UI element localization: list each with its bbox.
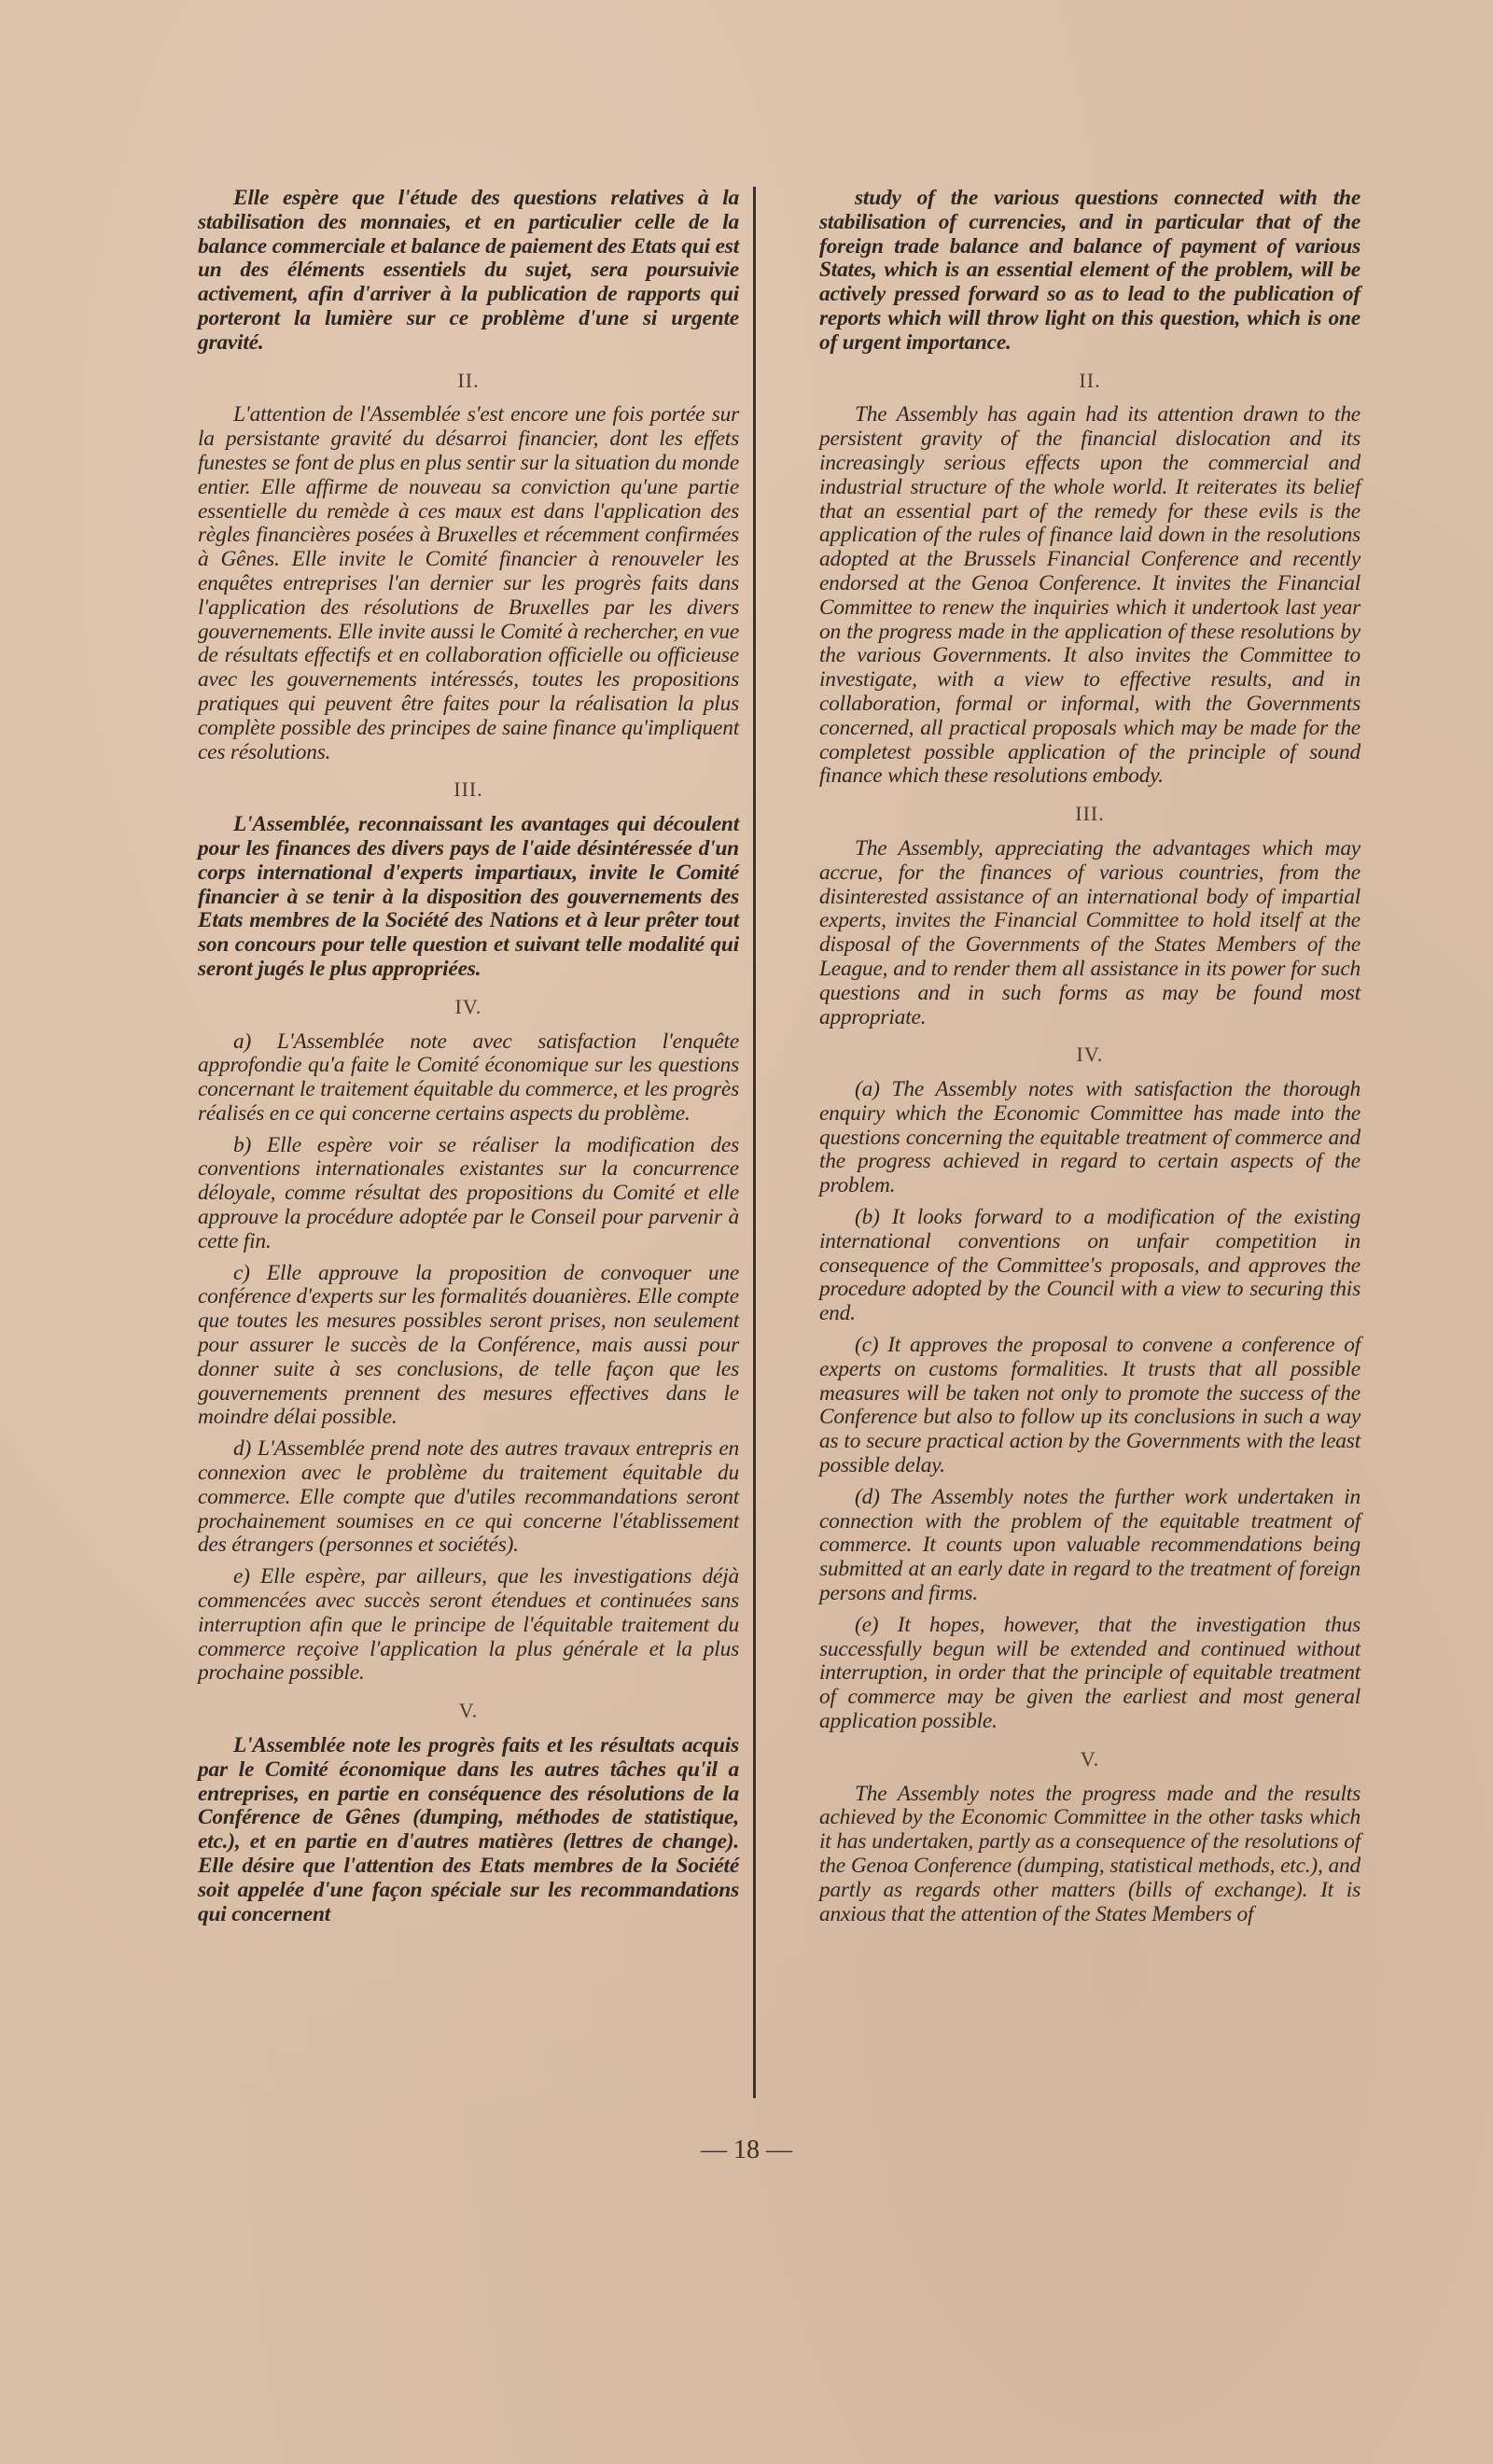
paragraph: a) L'Assemblée note avec satisfaction l'enquête approfondie qu'a faite le Comité économique sur les questions concernant le traitement équitable du commerce, et les progrès réalisés en ce qui concerne certains aspects du problème. [198, 1029, 739, 1126]
section-heading: II. [1079, 368, 1101, 392]
paragraph: (c) It approves the proposal to convene a conference of experts on customs formalities. It trusts that all possible measures will be taken not only to promote the success of the Conference but also to follow up its conclusions in such a way as to secure practical action by the Governments with the least possible delay. [819, 1333, 1360, 1478]
paragraph: The Assembly notes the progress made and the results achieved by the Economic Committee in the other tasks which it has undertaken, partly as a consequence of the resolutions of the Genoa Conference (dumping, statistical methods, etc.), and partly as regards other matters (bills of exchange). It is anxious that the attention of the States Members of [819, 1781, 1360, 1926]
paragraph: (a) The Assembly notes with satisfaction the thorough enquiry which the Economic Committee has made into the questions concerning the equitable treatment of commerce and the progress achieved in regard to certain aspects of the problem. [819, 1077, 1360, 1198]
english-column [819, 187, 1360, 1926]
section-heading: II. [457, 368, 480, 392]
section-heading: IV. [454, 994, 482, 1018]
paragraph: (b) It looks forward to a modification of the existing international conventions on unfair competition in consequence of the Committee's proposals, and approves the procedure adopted by the Council with a view to securing this end. [819, 1205, 1360, 1326]
section-heading: V. [1080, 1746, 1100, 1771]
paragraph: The Assembly, appreciating the advantages which may accrue, for the finances of various countries, from the disinterested assistance of an international body of impartial experts, invites the Financial Committee to hold itself at the disposal of the Governments of the States Members of the League, and to render them all assistance in its power for such questions and in such forms as may be found most appropriate. [819, 835, 1360, 1029]
paragraph: The Assembly has again had its attention drawn to the persistent gravity of the financial dislocation and its increasingly serious effects upon the commercial and industrial structure of the whole world. It reiterates its belief that an essential part of the remedy for these evils is the application of the rules of finance laid down in the resolutions adopted at the Brussels Financial Conference and recently endorsed at the Genoa Conference. It invites the Financial Committee to renew the inquiries which it undertook last year on the progress made in the application of these resolutions by the various Governments. It also invites the Committee to investigate, with a view to effective results, and in collaboration, formal or informal, with the Governments concerned, all practical proposals which may be made for the completest possible application of the principle of sound finance which these resolutions embody. [819, 402, 1360, 789]
section-intro [198, 187, 739, 356]
paragraph: b) Elle espère voir se réaliser la modification des conventions internationales existantes sur la concurrence déloyale, comme résultat des propositions du Comité et elle approuve la procédure adoptée par le Conseil pour parvenir à cette fin. [198, 1132, 739, 1253]
section-heading: III. [453, 777, 483, 802]
section-heading: IV. [1076, 1043, 1104, 1067]
paragraph: e) Elle espère, par ailleurs, que les investigations déjà commencées avec succès seront étendues et continuées sans interruption afin que le principe de l'équitable traitement du commerce reçoive l'application la plus générale et la plus prochaine possible. [198, 1564, 739, 1686]
paragraph: L'attention de l'Assemblée s'est encore une fois portée sur la persistante gravité du désarroi financier, dont les effets funestes se font de plus en plus sentir sur la situation du monde entier. Elle affirme de nouveau sa conviction qu'une partie essentielle du remède à ces maux est dans l'application des règles financières posées à Bruxelles et récemment confirmées à Gênes. Elle invite le Comité financier à renouveler les enquêtes entreprises l'an dernier sur les progrès faits dans l'application des résolutions de Bruxelles par les divers gouvernements. Elle invite aussi le Comité à rechercher, en vue de résultats effectifs et en collaboration officielle ou officieuse avec les gouvernements intéressés, toutes les propositions pratiques qui peuvent être faites pour la réalisation la plus complète possible des principes de saine finance qu'impliquent ces résolutions. [198, 402, 739, 764]
french-column [198, 187, 739, 1926]
paragraph: c) Elle approuve la proposition de convoquer une conférence d'experts sur les formalités douanières. Elle compte que toutes les mesures possibles seront prises, non seulement pour assurer le succès de la Conférence, mais aussi pour donner suite à ses conclusions, de telle façon que les gouvernements prennent des mesures effectives dans le moindre délai possible. [198, 1260, 739, 1430]
section-heading: V. [458, 1699, 479, 1723]
section-v [198, 1734, 739, 1926]
paragraph: L'Assemblée, reconnaissant les avantages qui découlent pour les finances des divers pays de l'aide désintéressée d'un corps international d'experts impartiaux, invite le Comité financier à se tenir à la disposition des gouvernements des Etats membres de la Société des Nations et à leur prêter tout son concours pour telle question et suivant telle modalité qui seront jugés le plus appropriées. [198, 812, 739, 981]
paragraph: (e) It hopes, however, that the investigation thus successfully begun will be extended and continued without interruption, in order that the principle of equitable treatment of commerce may be given the earliest and most general application possible. [819, 1612, 1360, 1734]
section-intro [819, 187, 1360, 356]
column-divider [753, 187, 756, 2098]
section-iii [198, 813, 739, 982]
paragraph: L'Assemblée note les progrès faits et les résultats acquis par le Comité économique dans les autres tâches qu'il a entreprises, en partie en conséquence des résolutions de la Conférence de Gênes (dumping, méthodes de statistique, etc.), et en partie en d'autres matières (lettres de change). Elle désire que l'attention des Etats membres de la Société soit appelée d'une façon spéciale sur les recommandations qui concernent [198, 1733, 739, 1926]
paragraph: study of the various questions connected with the stabilisation of currencies, and in particular that of the foreign trade balance and balance of payment of various States, which is an essential element of the problem, will be actively pressed forward so as to lead to the publication of reports which will throw light on this question, which is one of urgent importance. [819, 186, 1360, 355]
page-number: — 18 — [701, 2135, 792, 2164]
paragraph: d) L'Assemblée prend note des autres travaux entrepris en connexion avec le problème du traitement équitable du commerce. Elle compte que d'utiles recommandations seront prochainement soumises en ce qui concerne l'établissement des étrangers (personnes et sociétés). [198, 1436, 739, 1558]
paragraph: (d) The Assembly notes the further work undertaken in connection with the problem of the equitable treatment of commerce. It counts upon valuable recommendations being submitted at an early date in regard to the treatment of foreign persons and firms. [819, 1484, 1360, 1606]
section-heading: III. [1075, 802, 1105, 826]
paragraph: Elle espère que l'étude des questions relatives à la stabilisation des monnaies, et en particulier celle de la balance commerciale et balance de paiement des Etats qui est un des éléments essentiels du sujet, sera poursuivie activement, afin d'arriver à la publication de rapports qui porteront la lumière sur ce problème d'une si urgente gravité. [198, 186, 739, 355]
